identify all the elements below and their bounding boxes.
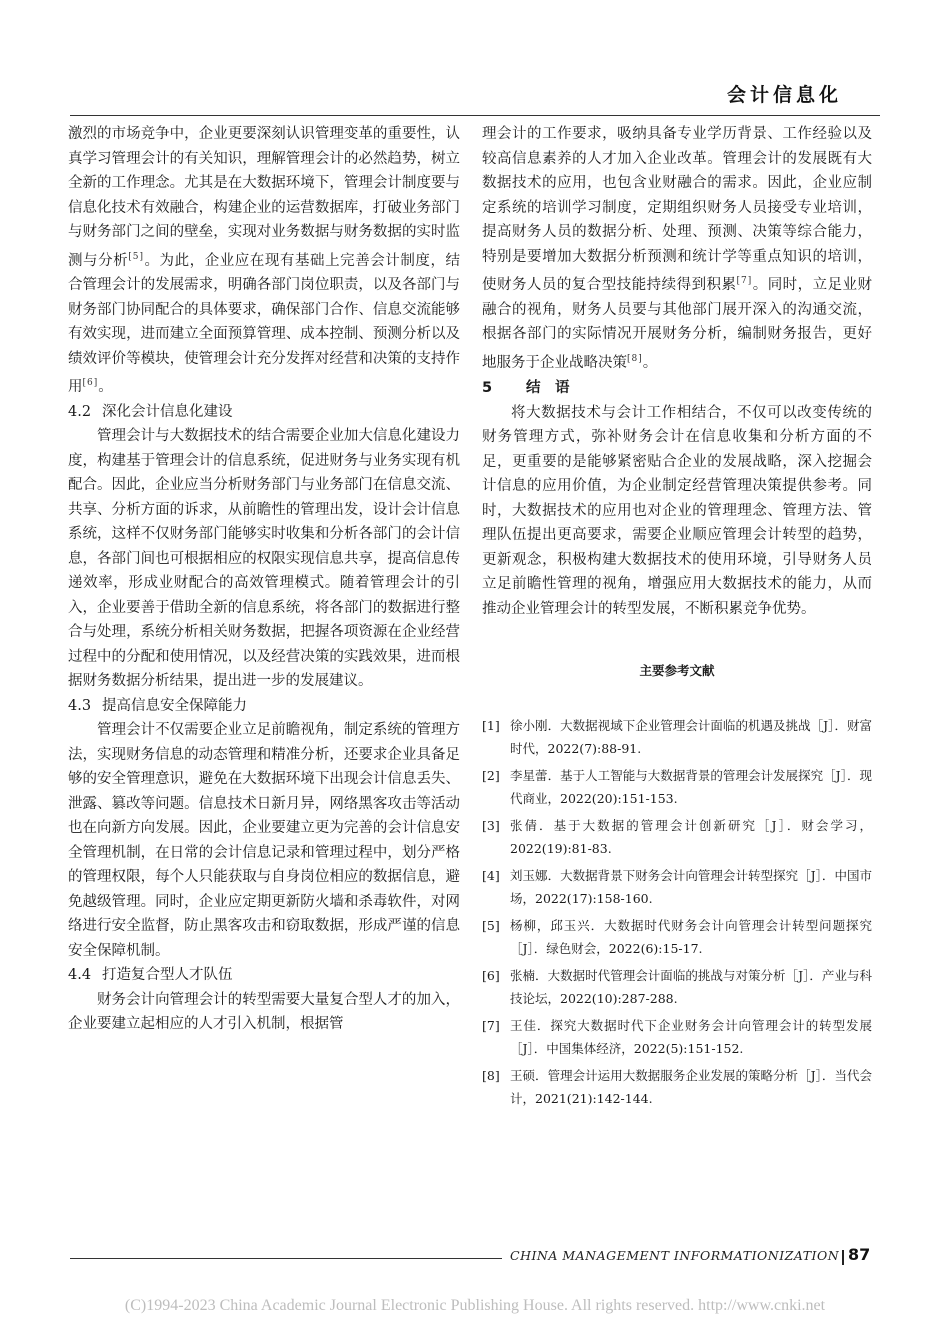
- footer-journal-name: CHINA MANAGEMENT INFORMATIONIZATION: [510, 1248, 840, 1263]
- reference-number: [5]: [482, 917, 500, 933]
- left-column: [68, 122, 460, 1037]
- reference-item: [482, 714, 872, 760]
- paragraph-text: 。同时，立足业财融合的视角，财务人员要与其他部门展开深入的沟通交流，根据各部门的实际情况开展财务分析，编制财务报告，更好地服务于企业战略决策: [482, 277, 873, 371]
- section-number: 4.3: [68, 697, 92, 714]
- paragraph-text: 理会计的工作要求，吸纳具备专业学历背景、工作经验以及较高信息素养的人才加入企业改革。管理会计的发展既有大数据技术的应用，也包含业财融合的需求。因此，企业应制定系统的培训学习制度，定期组织财务人员接受专业培训，提高财务人员的数据分析、处理、预测、决策等综合能力，特别是要增加大数据分析预测和统计学等重点知识的培训，使财务人员的复合型技能持续得到积累: [482, 126, 872, 293]
- reference-item: [482, 864, 872, 910]
- reference-text: 徐小刚．大数据视域下企业管理会计面临的机遇及挑战［J］．财富时代，2022(7):88-91.: [510, 717, 872, 756]
- section-title: 打造复合型人才队伍: [102, 967, 233, 983]
- page-number: 87: [848, 1245, 871, 1264]
- references-title: 主要参考文献: [639, 663, 715, 678]
- references-list: [482, 714, 872, 1110]
- reference-item: [482, 964, 872, 1010]
- section-title: 提高信息安全保障能力: [102, 697, 247, 714]
- paragraph: 将大数据技术与会计工作相结合，不仅可以改变传统的财务管理方式，弥补财务会计在信息收集和分析方面的不足，更重要的是能够紧密贴合企业的发展战略，深入挖掘会计信息的应用价值，为企业制定经营管理决策提供参考。同时，大数据技术的应用也对企业的管理理念、管理方法、管理队伍提出更高要求，需要企业顺应管理会计转型的趋势，更新观念，积极构建大数据技术的使用环境，引导财务人员立足前瞻性管理的视角，增强应用大数据技术的能力，从而推动企业管理会计的转型发展，不断积累竞争优势。: [482, 404, 872, 617]
- paragraph: 管理会计与大数据技术的结合需要企业加大信息化建设力度，构建基于管理会计的信息系统，促进财务与业务实现有机配合。因此，企业应当分析财务部门与业务部门在信息交流、共享、分析方面的诉求，从前瞻性的管理出发，设计会计信息系统，这样不仅财务部门能够实时收集和分析各部门的会计信息，各部门间也可根据相应的权限实现信息共享，提高信息传递效率，形成业财配合的高效管理模式。随着管理会计的引入，企业要善于借助全新的信息系统，将各部门的数据进行整合与处理，系统分析相关财务数据，把握各项资源在企业经营过程中的分配和使用情况，以及经营决策的实践效果，进而根据财务数据分析结果，提出进一步的发展建议。: [68, 428, 460, 689]
- reference-number: [1]: [482, 717, 500, 733]
- right-column: [482, 122, 872, 1114]
- citation-marker: [5]: [128, 251, 144, 262]
- reference-item: [482, 1014, 872, 1060]
- reference-text: 王硕．管理会计运用大数据服务企业发展的策略分析［J］．当代会计，2021(21):142-144.: [510, 1067, 872, 1106]
- paragraph: 财务会计向管理会计的转型需要大量复合型人才的加入，企业要建立起相应的人才引入机制，根据管: [68, 991, 460, 1032]
- reference-number: [3]: [482, 817, 500, 833]
- section-number: 4.4: [68, 967, 92, 983]
- reference-number: [8]: [482, 1067, 500, 1083]
- reference-text: 李星蕾．基于人工智能与大数据背景的管理会计发展探究［J］．现代商业，2022(20):151-153.: [510, 767, 872, 806]
- section-heading-4-4: [68, 963, 460, 988]
- header-rule: [70, 115, 880, 116]
- paragraph: [482, 122, 872, 375]
- reference-item: [482, 814, 872, 860]
- reference-item: [482, 1064, 872, 1110]
- section-title: 结 语: [526, 380, 570, 396]
- citation-marker: [6]: [82, 378, 99, 388]
- paragraph: [68, 122, 460, 400]
- footer-rule: [70, 1258, 502, 1259]
- paragraph-text: 。: [642, 354, 658, 371]
- reference-item: [482, 764, 872, 810]
- section-heading-4-3: [68, 694, 460, 719]
- section-title: 深化会计信息化建设: [102, 403, 233, 420]
- citation-marker: [8]: [627, 353, 643, 364]
- reference-number: [6]: [482, 967, 500, 983]
- reference-number: [2]: [482, 767, 500, 783]
- section-number: 5: [482, 380, 493, 396]
- reference-text: 刘玉娜．大数据背景下财务会计向管理会计转型探究［J］．中国市场，2022(17):158-160.: [510, 867, 872, 906]
- reference-text: 王佳．探究大数据时代下企业财务会计向管理会计的转型发展［J］．中国集体经济，2022(5):151-152.: [510, 1017, 872, 1056]
- paragraph-text: 。为此，企业应在现有基础上完善会计制度，结合管理会计的发展需求，明确各部门岗位职责，以及各部门与财务部门协同配合的具体要求，确保部门合作、信息交流能够有效实现，进而建立全面预算管理、成本控制、预测分析以及绩效评价等模块，使管理会计充分发挥对经营和决策的支持作用: [68, 252, 461, 395]
- citation-marker: [7]: [736, 276, 753, 286]
- paragraph: 管理会计不仅需要企业立足前瞻视角，制定系统的管理方法，实现财务信息的动态管理和精准分析，还要求企业具备足够的安全管理意识，避免在大数据环境下出现会计信息丢失、泄露、篡改等问题。信息技术日新月异，网络黑客攻击等活动也在向新方向发展。因此，企业要建立更为完善的会计信息安全管理机制，在日常的会计信息记录和管理过程中，划分严格的管理权限，每个人只能获取与自身岗位相应的数据信息，避免越级管理。同时，企业应定期更新防火墙和杀毒软件，对网络进行安全监督，防止黑客攻击和窃取数据，形成严谨的信息安全保障机制。: [68, 722, 460, 959]
- reference-text: 杨柳，邱玉兴．大数据时代财务会计向管理会计转型问题探究［J］．绿色财会，2022(6):15-17.: [510, 917, 872, 956]
- footer-divider: [842, 1250, 844, 1265]
- paragraph-text: 。: [98, 379, 113, 395]
- reference-number: [7]: [482, 1017, 500, 1033]
- reference-text: 张倩．基于大数据的管理会计创新研究［J］．财会学习，2022(19):81-83.: [510, 817, 872, 856]
- reference-text: 张楠．大数据时代管理会计面临的挑战与对策分析［J］．产业与科技论坛，2022(10):287-288.: [510, 967, 872, 1006]
- reference-number: [4]: [482, 867, 500, 883]
- running-header-title: 会计信息化: [726, 84, 842, 106]
- paragraph-text: 激烈的市场竞争中，企业更要深刻认识管理变革的重要性，认真学习管理会计的有关知识，理解管理会计的必然趋势，树立全新的工作理念。尤其是在大数据环境下，管理会计制度要与信息化技术有效融合，构建企业的运营数据库，打破业务部门与财务部门之间的壁垒，实现对业务数据与财务数据的实时监测与分析: [68, 126, 460, 269]
- reference-item: [482, 914, 872, 960]
- section-heading-5: [482, 376, 872, 401]
- copyright-notice: (C)1994-2023 China Academic Journal Electronic Publishing House. All rights reserved. http://www.cnki.net: [124, 1297, 826, 1314]
- section-heading-4-2: [68, 400, 460, 425]
- section-number: 4.2: [68, 403, 92, 420]
